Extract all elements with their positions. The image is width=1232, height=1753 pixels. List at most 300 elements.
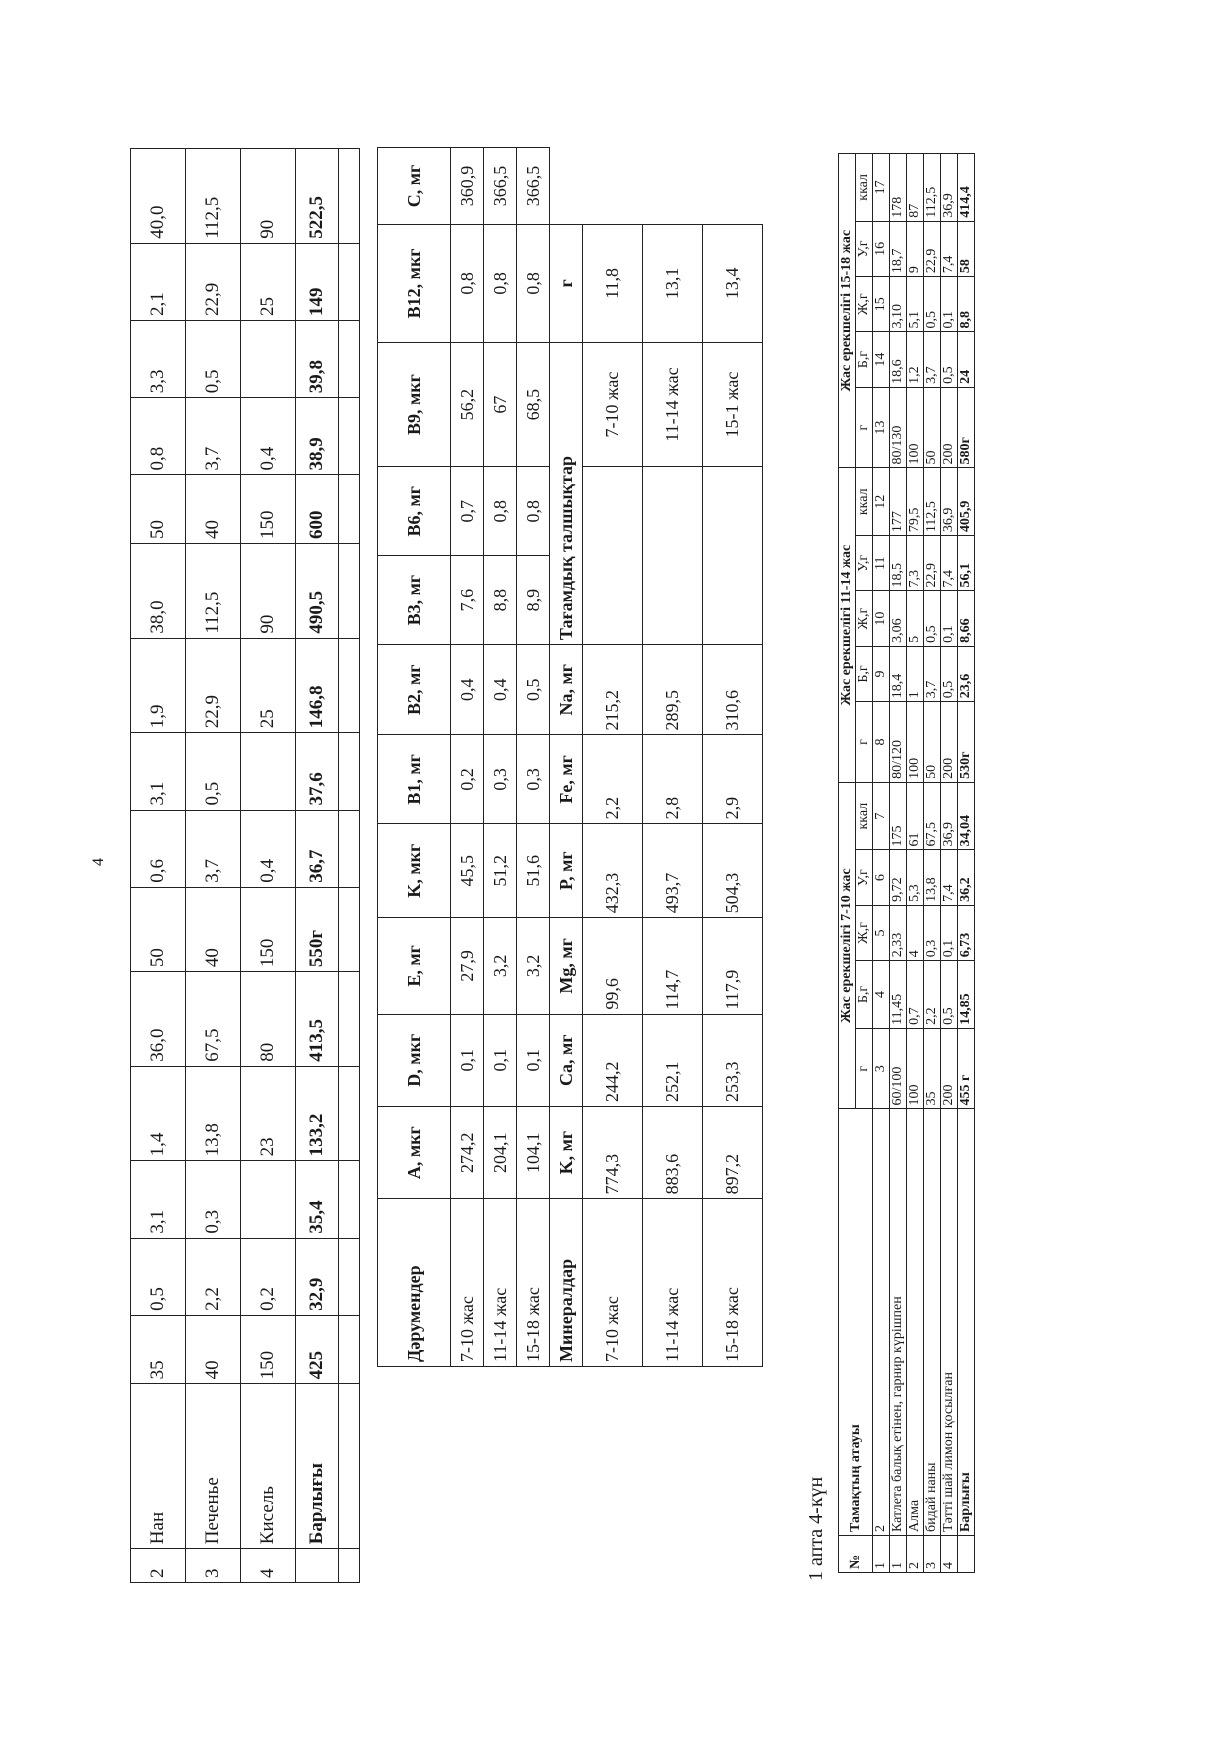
table-cell: 3	[924, 1535, 941, 1572]
table-cell: Ca, мг	[550, 1014, 583, 1106]
table-cell: Нан	[131, 1384, 186, 1549]
table-cell: 413,5	[296, 972, 339, 1067]
table-cell: г	[856, 702, 873, 783]
table-cell: 133,2	[296, 1066, 339, 1161]
table-row	[941, 154, 958, 1573]
table-cell: 7,4	[941, 850, 958, 905]
table-cell: 3	[873, 1028, 890, 1109]
table-cell: 2	[131, 1549, 186, 1583]
table-cell: 0,8	[451, 225, 484, 343]
table-cell: 310,6	[703, 645, 763, 735]
table-cell: 2,2	[583, 735, 643, 824]
table-cell: 68,5	[517, 342, 550, 466]
table-cell: У,г	[856, 221, 873, 276]
table-cell: 3,10	[890, 277, 907, 332]
table-cell: Ж,г	[856, 591, 873, 646]
table-cell: B6, мг	[378, 467, 451, 556]
table-cell: 13,8	[924, 850, 941, 905]
table-cell: 80	[241, 972, 296, 1067]
table-cell: 177	[890, 468, 907, 536]
table-cell: 56,2	[451, 342, 484, 466]
table-row	[517, 148, 550, 1367]
table-row	[241, 149, 296, 1583]
table-cell: 0,4	[241, 398, 296, 475]
table-cell	[339, 733, 360, 810]
table-cell: B3, мг	[378, 556, 451, 645]
table-cell: 4	[241, 1549, 296, 1583]
table-cell: 18,7	[890, 221, 907, 276]
table-row	[583, 148, 643, 1367]
table-cell: 6	[873, 850, 890, 905]
table-cell: 0,5	[131, 1238, 186, 1315]
table-cell: 22,9	[186, 638, 241, 733]
table-cell: Барлығы	[296, 1384, 339, 1549]
table-cell	[296, 1549, 339, 1583]
table-cell: 79,5	[907, 468, 924, 536]
table-cell: 80/130	[890, 387, 907, 468]
table-cell: 3,2	[484, 918, 517, 1014]
table-cell: 25	[241, 243, 296, 320]
table-cell	[339, 398, 360, 475]
page-number: 4	[90, 858, 107, 866]
table-cell: 0,5	[186, 320, 241, 397]
table-cell: 1,2	[907, 332, 924, 387]
table-cell: B12, мкг	[378, 225, 451, 343]
table-cell: 215,2	[583, 645, 643, 735]
table-cell: 100	[907, 702, 924, 783]
table-cell: 60/100	[890, 1028, 907, 1109]
table-cell: 5	[907, 591, 924, 646]
table-cell: 16	[873, 221, 890, 276]
table-cell: 11,45	[890, 961, 907, 1029]
table-cell: 87	[907, 154, 924, 222]
table-cell: 4	[873, 961, 890, 1029]
table-cell	[643, 467, 703, 645]
table-cell	[339, 475, 360, 544]
table-cell: 36,9	[941, 468, 958, 536]
table-cell: 0,4	[484, 645, 517, 735]
table-cell	[339, 544, 360, 639]
table-cell: 32,9	[296, 1238, 339, 1315]
table-cell: г	[856, 1028, 873, 1109]
table-cell: 3	[186, 1549, 241, 1583]
table-cell: 58	[958, 221, 975, 276]
table-cell: 13,4	[703, 225, 763, 343]
table-cell: 0,5	[186, 733, 241, 810]
table-cell: 40,0	[131, 149, 186, 244]
table-cell: 51,6	[517, 824, 550, 918]
table-cell: Mg, мг	[550, 918, 583, 1014]
table-cell: 1	[907, 646, 924, 701]
table-cell: 27,9	[451, 918, 484, 1014]
table-cell: 2,2	[924, 961, 941, 1029]
table-cell: 11	[873, 536, 890, 591]
table-cell: 50	[131, 887, 186, 971]
table-cell: 522,5	[296, 149, 339, 244]
table-cell: 104,1	[517, 1106, 550, 1198]
table-cell: 7-10 жас	[583, 1199, 643, 1367]
table-cell: 15	[873, 277, 890, 332]
table-cell: 40	[186, 475, 241, 544]
table-cell: 150	[241, 887, 296, 971]
table-cell: 3,1	[131, 1161, 186, 1238]
table-cell: 0,3	[924, 905, 941, 960]
table-cell: 252,1	[643, 1014, 703, 1106]
table-row	[907, 154, 924, 1573]
table-cell: 289,5	[643, 645, 703, 735]
table-cell: 0,1	[941, 277, 958, 332]
table-cell: 149	[296, 243, 339, 320]
total-row	[296, 149, 339, 1583]
table-cell: У,г	[856, 536, 873, 591]
table-cell: Жас ерекшелігі 15-18 жас	[839, 154, 856, 468]
table-cell: 3,3	[131, 320, 186, 397]
table-cell: 550г	[296, 887, 339, 971]
table-cell: 36,7	[296, 810, 339, 887]
table-cell: 67,5	[924, 782, 941, 850]
table-cell: 366,5	[517, 148, 550, 225]
table-cell: 244,2	[583, 1014, 643, 1106]
table-cell: 38,0	[131, 544, 186, 639]
table-cell: 0,1	[451, 1014, 484, 1106]
vitamin-header-row	[378, 148, 451, 1367]
table-cell: 12	[873, 468, 890, 536]
table-cell: 61	[907, 782, 924, 850]
blank-row	[339, 149, 360, 1583]
table-cell: Кисель	[241, 1384, 296, 1549]
table-row	[186, 149, 241, 1583]
vitamins-minerals-table	[377, 147, 763, 1367]
table-cell: Б,г	[856, 646, 873, 701]
table-row	[451, 148, 484, 1367]
table-cell: 36,0	[131, 972, 186, 1067]
meal-nutrition-table-top	[130, 148, 360, 1583]
table-cell	[703, 467, 763, 645]
table-cell: Тамақтың атауы	[839, 1109, 873, 1535]
table-cell: P, мг	[550, 824, 583, 918]
table-cell: 117,9	[703, 918, 763, 1014]
table-cell: 14,85	[958, 961, 975, 1029]
table-cell: 455 г	[958, 1028, 975, 1109]
table-cell: ккал	[856, 468, 873, 536]
table-cell: Жас ерекшелігі 11-14 жас	[839, 468, 856, 782]
table-cell: 1,4	[131, 1066, 186, 1161]
table-cell: Тәтті шай лимон қосылған	[941, 1109, 958, 1535]
total-row	[958, 154, 975, 1573]
table-cell: Fe, мг	[550, 735, 583, 824]
table-cell: 24	[958, 332, 975, 387]
table-cell: 5	[873, 905, 890, 960]
table-cell: 580г	[958, 387, 975, 468]
day-menu-table	[838, 153, 975, 1573]
table-cell: 504,3	[703, 824, 763, 918]
table-cell: 897,2	[703, 1106, 763, 1198]
table-cell	[339, 638, 360, 733]
table-cell: 3,7	[186, 398, 241, 475]
table-cell: 18,5	[890, 536, 907, 591]
table-row	[131, 149, 186, 1583]
table-cell: 0,5	[517, 645, 550, 735]
table-cell: 35,4	[296, 1161, 339, 1238]
table-cell: 200	[941, 387, 958, 468]
table-cell: 0,5	[924, 277, 941, 332]
table-cell: 0,5	[941, 646, 958, 701]
table-cell: 405,9	[958, 468, 975, 536]
table-cell: 1,9	[131, 638, 186, 733]
table-cell: бидай наны	[924, 1109, 941, 1535]
table-cell: Жас ерекшелігі 7-10 жас	[839, 782, 856, 1109]
table-cell: 11-14 жас	[484, 1199, 517, 1367]
table-cell: 25	[241, 638, 296, 733]
table-cell: 7,4	[941, 536, 958, 591]
table-cell	[339, 887, 360, 971]
table-cell: 80/120	[890, 702, 907, 783]
table-cell: 178	[890, 154, 907, 222]
table-cell: 38,9	[296, 398, 339, 475]
table-cell: 112,5	[924, 468, 941, 536]
table-cell: 9,72	[890, 850, 907, 905]
table-cell: B2, мг	[378, 645, 451, 735]
table-cell: 99,6	[583, 918, 643, 1014]
table-cell: У,г	[856, 850, 873, 905]
table-cell: 40	[186, 887, 241, 971]
table-cell: Ж,г	[856, 277, 873, 332]
table-cell: 0,8	[484, 225, 517, 343]
table-cell: 0,1	[517, 1014, 550, 1106]
table-cell: 432,3	[583, 824, 643, 918]
table-cell: 2,2	[186, 1238, 241, 1315]
table-cell: 11-14 жас	[643, 342, 703, 466]
table-cell: ккал	[856, 782, 873, 850]
table-cell: 56,1	[958, 536, 975, 591]
table-cell: 0,3	[484, 735, 517, 824]
table-cell: 50	[131, 475, 186, 544]
table-cell: 0,3	[517, 735, 550, 824]
table-cell: 67,5	[186, 972, 241, 1067]
table-cell: 150	[241, 1315, 296, 1384]
table-cell: 34,04	[958, 782, 975, 850]
table-cell	[339, 1549, 360, 1583]
table-cell: 0,5	[924, 591, 941, 646]
table-cell: 200	[941, 702, 958, 783]
table-cell: 530г	[958, 702, 975, 783]
table-cell: 774,3	[583, 1106, 643, 1198]
table-cell: 37,6	[296, 733, 339, 810]
table-cell: A, мкг	[378, 1106, 451, 1198]
table-cell: 15-18 жас	[517, 1199, 550, 1367]
table-cell: 7,4	[941, 221, 958, 276]
table-cell	[241, 320, 296, 397]
table-cell	[339, 149, 360, 244]
table-cell: 5,1	[907, 277, 924, 332]
table-cell: 45,5	[451, 824, 484, 918]
table-cell: Алма	[907, 1109, 924, 1535]
table-cell	[241, 733, 296, 810]
table-cell: 10	[873, 591, 890, 646]
table-cell: 50	[924, 702, 941, 783]
table-cell: г	[550, 225, 583, 343]
table-cell: 0,1	[941, 905, 958, 960]
table-cell: 0,1	[484, 1014, 517, 1106]
table-cell: 3,06	[890, 591, 907, 646]
table-cell: 7-10 жас	[451, 1199, 484, 1367]
table-cell: 0,4	[451, 645, 484, 735]
table-cell: Б,г	[856, 332, 873, 387]
table-cell: г	[856, 387, 873, 468]
table-cell: 35	[924, 1028, 941, 1109]
table-cell	[339, 810, 360, 887]
table-cell: 23	[241, 1066, 296, 1161]
table-cell: 6,73	[958, 905, 975, 960]
table-cell: Тағамдық талшықтар	[550, 342, 583, 644]
table-cell: 22,9	[186, 243, 241, 320]
table-cell: 7,6	[451, 556, 484, 645]
table-cell	[583, 467, 643, 645]
table-cell: B9, мкг	[378, 342, 451, 466]
table-cell	[339, 1384, 360, 1549]
table-cell: 17	[873, 154, 890, 222]
table-cell: 15-1 жас	[703, 342, 763, 466]
table-cell: 3,7	[924, 332, 941, 387]
table-cell: 0,2	[451, 735, 484, 824]
table-cell	[339, 1315, 360, 1384]
table-cell: 22,9	[924, 221, 941, 276]
table-cell: Печенье	[186, 1384, 241, 1549]
table-cell: 112,5	[924, 154, 941, 222]
table-cell: 0,8	[517, 467, 550, 556]
table-cell: 36,9	[941, 154, 958, 222]
table-cell: Катлета балық етінен, гарнир күрішпен	[890, 1109, 907, 1535]
table-cell: D, мкг	[378, 1014, 451, 1106]
table-cell: 175	[890, 782, 907, 850]
table-cell: 146,8	[296, 638, 339, 733]
table-row	[484, 148, 517, 1367]
table-cell: 100	[907, 387, 924, 468]
table-cell: 9	[907, 221, 924, 276]
table-cell: 1	[890, 1535, 907, 1572]
table-cell: 7-10 жас	[583, 342, 643, 466]
table-cell: 23,6	[958, 646, 975, 701]
table-cell: 3,2	[517, 918, 550, 1014]
table-cell: 8,66	[958, 591, 975, 646]
table-cell: 8	[873, 702, 890, 783]
table-cell: 0,2	[241, 1238, 296, 1315]
table-cell	[241, 1161, 296, 1238]
table-cell: 0,3	[186, 1161, 241, 1238]
table-cell: K, мкг	[378, 824, 451, 918]
table-cell: 425	[296, 1315, 339, 1384]
table-cell: 39,8	[296, 320, 339, 397]
table-cell: №	[839, 1535, 873, 1572]
table-cell: 0,1	[941, 591, 958, 646]
table-cell: 600	[296, 475, 339, 544]
table-cell: Na, мг	[550, 645, 583, 735]
table-cell: 8,9	[517, 556, 550, 645]
table-cell: 0,5	[941, 332, 958, 387]
table-cell: 9	[873, 646, 890, 701]
table-cell: 90	[241, 544, 296, 639]
mineral-header-row	[550, 148, 583, 1367]
table-cell: 0,8	[517, 225, 550, 343]
table-cell: 3,1	[131, 733, 186, 810]
table-cell: 13,1	[643, 225, 703, 343]
table-cell: 67	[484, 342, 517, 466]
table-cell: 2	[873, 1109, 890, 1535]
table-cell: 0,4	[241, 810, 296, 887]
table-cell: 51,2	[484, 824, 517, 918]
table-cell: 0,8	[484, 467, 517, 556]
table-cell: K, мг	[550, 1106, 583, 1198]
table-cell: 112,5	[186, 544, 241, 639]
table-cell: Барлығы	[958, 1109, 975, 1535]
table-cell: 4	[941, 1535, 958, 1572]
table-row	[890, 154, 907, 1573]
table-cell: 2,9	[703, 735, 763, 824]
table-cell	[339, 320, 360, 397]
table-cell: 0,7	[907, 961, 924, 1029]
table-cell: 2,8	[643, 735, 703, 824]
table-cell: 11,8	[583, 225, 643, 343]
table-cell	[339, 1066, 360, 1161]
table-cell	[339, 1238, 360, 1315]
table-cell: 35	[131, 1315, 186, 1384]
table-cell: 883,6	[643, 1106, 703, 1198]
table-cell: 490,5	[296, 544, 339, 639]
table-cell: 0,5	[941, 961, 958, 1029]
table-cell: 3,7	[924, 646, 941, 701]
table-cell: 493,7	[643, 824, 703, 918]
table-cell: 253,3	[703, 1014, 763, 1106]
table-cell: ккал	[856, 154, 873, 222]
table-cell: 4	[907, 905, 924, 960]
table-cell: 2,1	[131, 243, 186, 320]
number-row	[873, 154, 890, 1573]
group-header-row	[839, 154, 856, 1573]
table-cell: 100	[907, 1028, 924, 1109]
table-row	[924, 154, 941, 1573]
table-cell: 50	[924, 387, 941, 468]
table-cell: 414,4	[958, 154, 975, 222]
table-cell: 150	[241, 475, 296, 544]
table-cell: 7	[873, 782, 890, 850]
table-cell: 274,2	[451, 1106, 484, 1198]
table-row	[703, 148, 763, 1367]
table-cell: 2,33	[890, 905, 907, 960]
table-cell: 114,7	[643, 918, 703, 1014]
table-cell: E, мг	[378, 918, 451, 1014]
table-cell: C, мг	[378, 148, 451, 225]
table-cell: 40	[186, 1315, 241, 1384]
table-cell: 14	[873, 332, 890, 387]
day-title: 1 апта 4-күн	[805, 1476, 827, 1581]
table-cell: 15-18 жас	[703, 1199, 763, 1367]
table-cell: 8,8	[958, 277, 975, 332]
table-cell: Ж,г	[856, 905, 873, 960]
table-cell: 8,8	[484, 556, 517, 645]
table-cell: 90	[241, 149, 296, 244]
table-cell: Минералдар	[550, 1199, 583, 1367]
table-cell: 18,4	[890, 646, 907, 701]
table-cell	[339, 243, 360, 320]
table-cell: 13	[873, 387, 890, 468]
table-cell: Б,г	[856, 961, 873, 1029]
table-cell: 2	[907, 1535, 924, 1572]
table-cell: 0,6	[131, 810, 186, 887]
table-cell: 112,5	[186, 149, 241, 244]
table-cell: 360,9	[451, 148, 484, 225]
table-cell: B1, мг	[378, 735, 451, 824]
table-cell: 36,2	[958, 850, 975, 905]
